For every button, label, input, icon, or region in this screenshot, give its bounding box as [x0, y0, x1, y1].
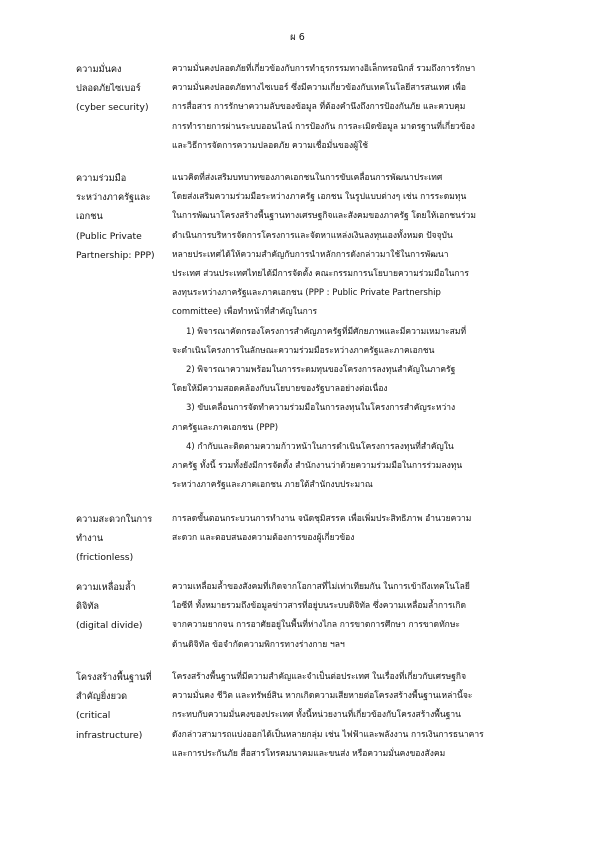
glossary-term [76, 510, 166, 568]
term-line: (cyber security) [76, 102, 149, 114]
definition-line: ประเทศ ส่วนประเทศไทยได้มีการจัดตั้ง คณะกรรมการนโยบายความร่วมมือในการ [172, 269, 469, 280]
term-line: ทำงาน [76, 533, 104, 545]
definition-line: ลงทุนระหว่างภาครัฐและภาคเอกชน (PPP : Public Private Partnership [172, 288, 441, 299]
definition-line: การลดขั้นตอนกระบวนการทำงาน จนัดชุมิสรรค เพื่อเพิ่มประสิทธิภาพ อำนวยความ [172, 514, 472, 524]
term-line: ความร่วมมือ [76, 173, 127, 184]
definition-line: และการประกันภัย สื่อสารโทรคมนาคมและขนส่ง หรือความมั่นคงของสังคม [172, 748, 446, 759]
definition-line: สะดวก และตอบสนองความต้องการของผู้เกี่ยวข้อง [172, 533, 355, 544]
glossary-definition [172, 510, 530, 548]
definition-line: โดยให้มีความสอดคล้องกับนโยบายของรัฐบาลอย่างต่อเนื่อง [172, 384, 388, 395]
term-line: (Public Private [76, 230, 142, 242]
glossary-term [76, 60, 166, 118]
glossary-definition [172, 60, 530, 156]
term-line: สำคัญยิ่งยวด [76, 691, 128, 703]
page-number: ผ 6 [290, 32, 305, 43]
glossary-definition [172, 578, 530, 655]
definition-line: จากความยากจน การอาศัยอยู่ในพื้นที่ห่างไกล การขาดการศึกษา การขาดทักษะ [172, 620, 460, 631]
definition-line: 2) พิจารณาความพร้อมในการระดมทุนของโครงการลงทุนสำคัญในภาครัฐ [186, 365, 456, 376]
definition-line: และวิธีการจัดการความปลอดภัย ความเชื่อมั่นของผู้ใช้ [172, 140, 369, 151]
definition-line: ด้านดิจิทัล ข้อจำกัดความพิการทางร่างกาย ฯลฯ [172, 639, 345, 650]
term-line: (digital divide) [76, 620, 143, 632]
definition-line: แนวคิดที่ส่งเสริมบทบาทของภาคเอกชนในการขับเคลื่อนการพัฒนาประเทศ [172, 173, 443, 183]
term-line: เอกชน [76, 211, 103, 223]
definition-line: ไอซีที ทั้งหมายรวมถึงข้อมูลข่าวสารที่อยู่บนระบบดิจิทัล ซึ่งความเหลื่อมล้ำการเกิด [172, 601, 467, 612]
definition-line: ระหว่างภาครัฐและภาคเอกชน ภายใต้สำนักงบประมาณ [172, 480, 373, 491]
definition-line: ดำเนินการบริหารจัดการโครงการและจัดหาแหล่งเงินลงทุนเองทั้งหมด ปัจจุบัน [172, 230, 453, 241]
term-line: ความเหลื่อมล้ำ [76, 582, 136, 593]
definition-line: committee) เพื่อทำหน้าที่สำคัญในการ [172, 307, 318, 318]
term-line: ปลอดภัยไซเบอร์ [76, 83, 141, 95]
glossary-term [76, 668, 166, 745]
definition-line: 1) พิจารณาคัดกรองโครงการสำคัญภาครัฐที่มีศักยภาพและมีความเหมาะสมที่ [186, 326, 467, 337]
definition-line: หลายประเทศได้ให้ความสำคัญกับการนำหลักการดังกล่าวมาใช้ในการพัฒนา [172, 249, 449, 260]
glossary-term [76, 169, 166, 265]
term-line: โครงสร้างพื้นฐานที่ [76, 672, 152, 683]
term-line: ความสะดวกในการ [76, 514, 153, 525]
term-line: Partnership: PPP) [76, 249, 155, 261]
term-line: ระหว่างภาครัฐและ [76, 192, 151, 204]
definition-line: กระทบกับความมั่นคงของประเทศ ทั้งนี้หน่วยงานที่เกี่ยวข้องกับโครงสร้างพื้นฐาน [172, 710, 461, 721]
definition-line: ดังกล่าวสามารถแบ่งออกได้เป็นหลายกลุ่ม เช่น ไฟฟ้าและพลังงาน การเงินการธนาคาร [172, 729, 484, 740]
definition-line: โดยส่งเสริมความร่วมมือระหว่างภาครัฐ เอกชน ในรูปแบบต่างๆ เช่น การระดมทุน [172, 192, 467, 203]
glossary-definition [172, 668, 530, 764]
term-line: (frictionless) [76, 552, 134, 564]
definition-line: จะดำเนินโครงการในลักษณะความร่วมมือระหว่างภาครัฐและภาคเอกชน [172, 345, 435, 356]
definition-line: ความมั่นคงปลอดภัยทางไซเบอร์ ซึ่งมีความเกี่ยวข้องกับเทคโนโลยีสารสนเทศ เพื่อ [172, 83, 466, 94]
definition-line: โครงสร้างพื้นฐานที่มีความสำคัญและจำเป็นต่อประเทศ ในเรื่องที่เกี่ยวกับเศรษฐกิจ [172, 672, 467, 682]
term-line: infrastructure) [76, 729, 143, 741]
definition-line: การทำรายการผ่านระบบออนไลน์ การป้องกัน การละเมิดข้อมูล มาตรฐานที่เกี่ยวข้อง [172, 121, 475, 132]
definition-line: ความมั่นคง ชีวิต และทรัพย์สิน หากเกิดความเสียหายต่อโครงสร้างพื้นฐานเหล่านี้จะ [172, 691, 473, 702]
definition-line: ภาครัฐและภาคเอกชน (PPP) [172, 422, 279, 433]
glossary-term [76, 578, 166, 636]
term-line: (critical [76, 710, 111, 722]
definition-line: ความเหลื่อมล้ำของสังคมที่เกิดจากโอกาสที่ไม่เท่าเทียมกัน ในการเข้าถึงเทคโนโลยี [172, 582, 470, 592]
glossary-definition [172, 169, 530, 495]
definition-line: 3) ขับเคลื่อนการจัดทำความร่วมมือในการลงทุนในโครงการสำคัญระหว่าง [186, 403, 456, 414]
definition-line: การสื่อสาร การรักษาความลับของข้อมูล ที่ต้องคำนึงถึงการป้องกันภัย และควบคุม [172, 102, 466, 113]
definition-line: ภาครัฐ ทั้งนี้ รวมทั้งยังมีการจัดตั้ง สำนักงานว่าด้วยความร่วมมือในการร่วมลงทุน [172, 461, 463, 472]
definition-line: ความมั่นคงปลอดภัยที่เกี่ยวข้องกับการทำธุรกรรมทางอิเล็กทรอนิกส์ รวมถึงการรักษา [172, 64, 476, 74]
definition-line: ในการพัฒนาโครงสร้างพื้นฐานทางเศรษฐกิจและสังคมของภาครัฐ โดยให้เอกชนร่วม [172, 211, 476, 222]
definition-line: 4) กำกับและติดตามความก้าวหน้าในการดำเนินโครงการลงทุนที่สำคัญใน [186, 441, 454, 452]
term-line: ความมั่นคง [76, 64, 122, 75]
term-line: ดิจิทัล [76, 601, 100, 613]
